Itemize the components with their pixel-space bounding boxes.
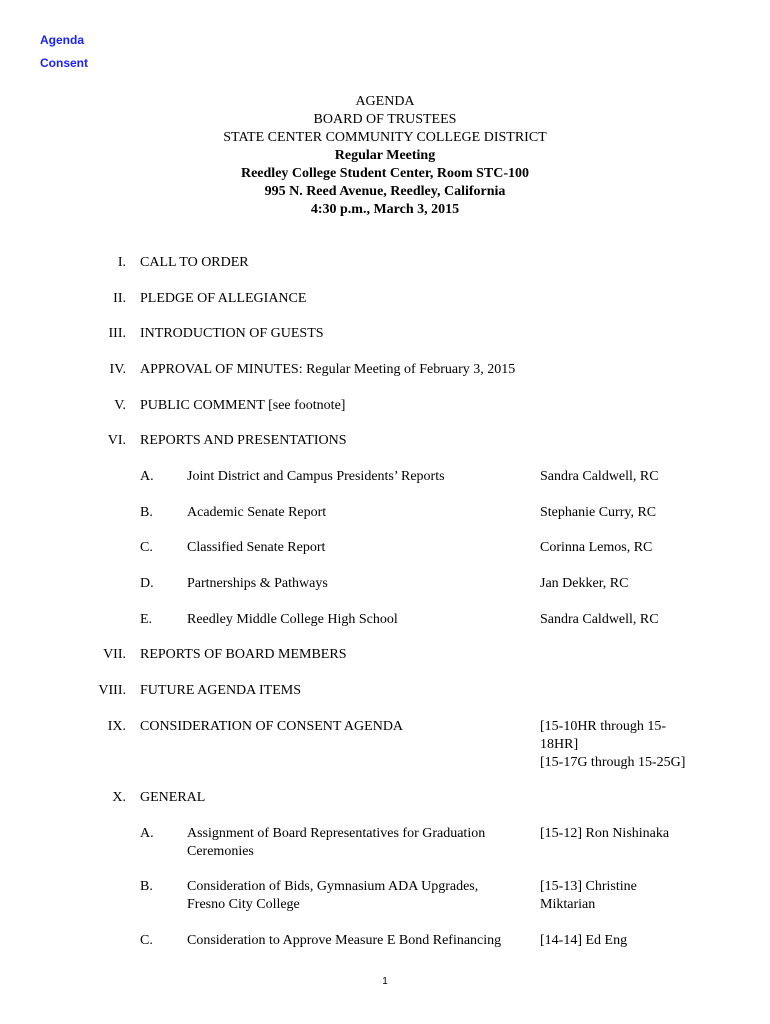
item-text	[187, 932, 532, 950]
item-text-line: Fresno City College	[187, 897, 300, 912]
consent-link[interactable]: Consent	[40, 56, 88, 70]
item-text	[187, 825, 517, 861]
item-letter: E.	[140, 612, 153, 627]
item-text: Partnerships & Pathways	[187, 576, 328, 591]
item-text: Reedley Middle College High School	[187, 612, 398, 627]
item-ref-line: [15-13] Christine	[540, 879, 637, 894]
header-location: Reedley College Student Center, Room STC-100	[240, 166, 529, 181]
item-presenter: Sandra Caldwell, RC	[540, 469, 659, 484]
consent-ref-line: [15-17G through 15-25G]	[540, 755, 686, 770]
item-presenter: Sandra Caldwell, RC	[540, 612, 659, 627]
header-title: AGENDA	[355, 94, 415, 109]
section-title: REPORTS AND PRESENTATIONS	[140, 433, 347, 448]
item-text-line: Consideration of Bids, Gymnasium ADA Upgrades,	[187, 879, 479, 894]
consent-ref-line: 18HR]	[540, 737, 579, 752]
item-letter: A.	[140, 826, 154, 841]
section-number: IV.	[109, 362, 126, 377]
consent-reference	[540, 718, 720, 772]
item-ref-line: [15-12] Ron Nishinaka	[540, 826, 670, 841]
header-meeting-type: Regular Meeting	[334, 148, 436, 163]
section-title: FUTURE AGENDA ITEMS	[140, 683, 302, 698]
item-text	[187, 878, 517, 914]
section-number: II.	[113, 291, 126, 306]
header-district: STATE CENTER COMMUNITY COLLEGE DISTRICT	[223, 130, 547, 145]
header-board: BOARD OF TRUSTEES	[313, 112, 457, 127]
item-letter: C.	[140, 540, 153, 555]
item-text-line: Ceremonies	[187, 844, 254, 859]
section-title: INTRODUCTION OF GUESTS	[140, 326, 324, 341]
section-number: VII.	[103, 647, 126, 662]
item-presenter: Corinna Lemos, RC	[540, 540, 653, 555]
item-presenter: Stephanie Curry, RC	[540, 505, 657, 520]
page-number: 1	[382, 976, 388, 987]
section-number: X.	[112, 790, 126, 805]
section-title: CALL TO ORDER	[140, 255, 249, 270]
item-text-line: Consideration to Approve Measure E Bond Refinancing	[187, 933, 502, 948]
item-text: Joint District and Campus Presidents’ Reports	[187, 469, 445, 484]
section-number: V.	[114, 398, 126, 413]
consent-ref-line: [15-10HR through 15-	[540, 719, 666, 734]
section-number: III.	[108, 326, 126, 341]
section-number: VIII.	[98, 683, 126, 698]
section-title: PUBLIC COMMENT [see footnote]	[140, 398, 346, 413]
item-reference	[540, 878, 720, 914]
header-datetime: 4:30 p.m., March 3, 2015	[310, 202, 460, 217]
item-reference	[540, 932, 720, 950]
item-ref-line: Miktarian	[540, 897, 596, 912]
section-title: APPROVAL OF MINUTES: Regular Meeting of February 3, 2015	[140, 362, 516, 377]
section-title: REPORTS OF BOARD MEMBERS	[140, 647, 347, 662]
item-letter: B.	[140, 879, 153, 894]
item-text: Academic Senate Report	[187, 505, 327, 520]
section-title: PLEDGE OF ALLEGIANCE	[140, 291, 307, 306]
section-number: I.	[117, 255, 126, 270]
item-letter: D.	[140, 576, 154, 591]
item-letter: B.	[140, 505, 153, 520]
item-letter: A.	[140, 469, 154, 484]
item-ref-line: [14-14] Ed Eng	[540, 933, 628, 948]
section-title: CONSIDERATION OF CONSENT AGENDA	[140, 719, 404, 734]
agenda-header	[0, 93, 770, 219]
agenda-link[interactable]: Agenda	[40, 33, 85, 47]
header-address: 995 N. Reed Avenue, Reedley, California	[264, 184, 506, 199]
item-reference	[540, 825, 720, 843]
section-title: GENERAL	[140, 790, 206, 805]
item-text: Classified Senate Report	[187, 540, 326, 555]
item-text-line: Assignment of Board Representatives for Graduation	[187, 826, 486, 841]
item-presenter: Jan Dekker, RC	[540, 576, 629, 591]
section-number: IX.	[107, 719, 126, 734]
section-number: VI.	[107, 433, 126, 448]
item-letter: C.	[140, 933, 153, 948]
